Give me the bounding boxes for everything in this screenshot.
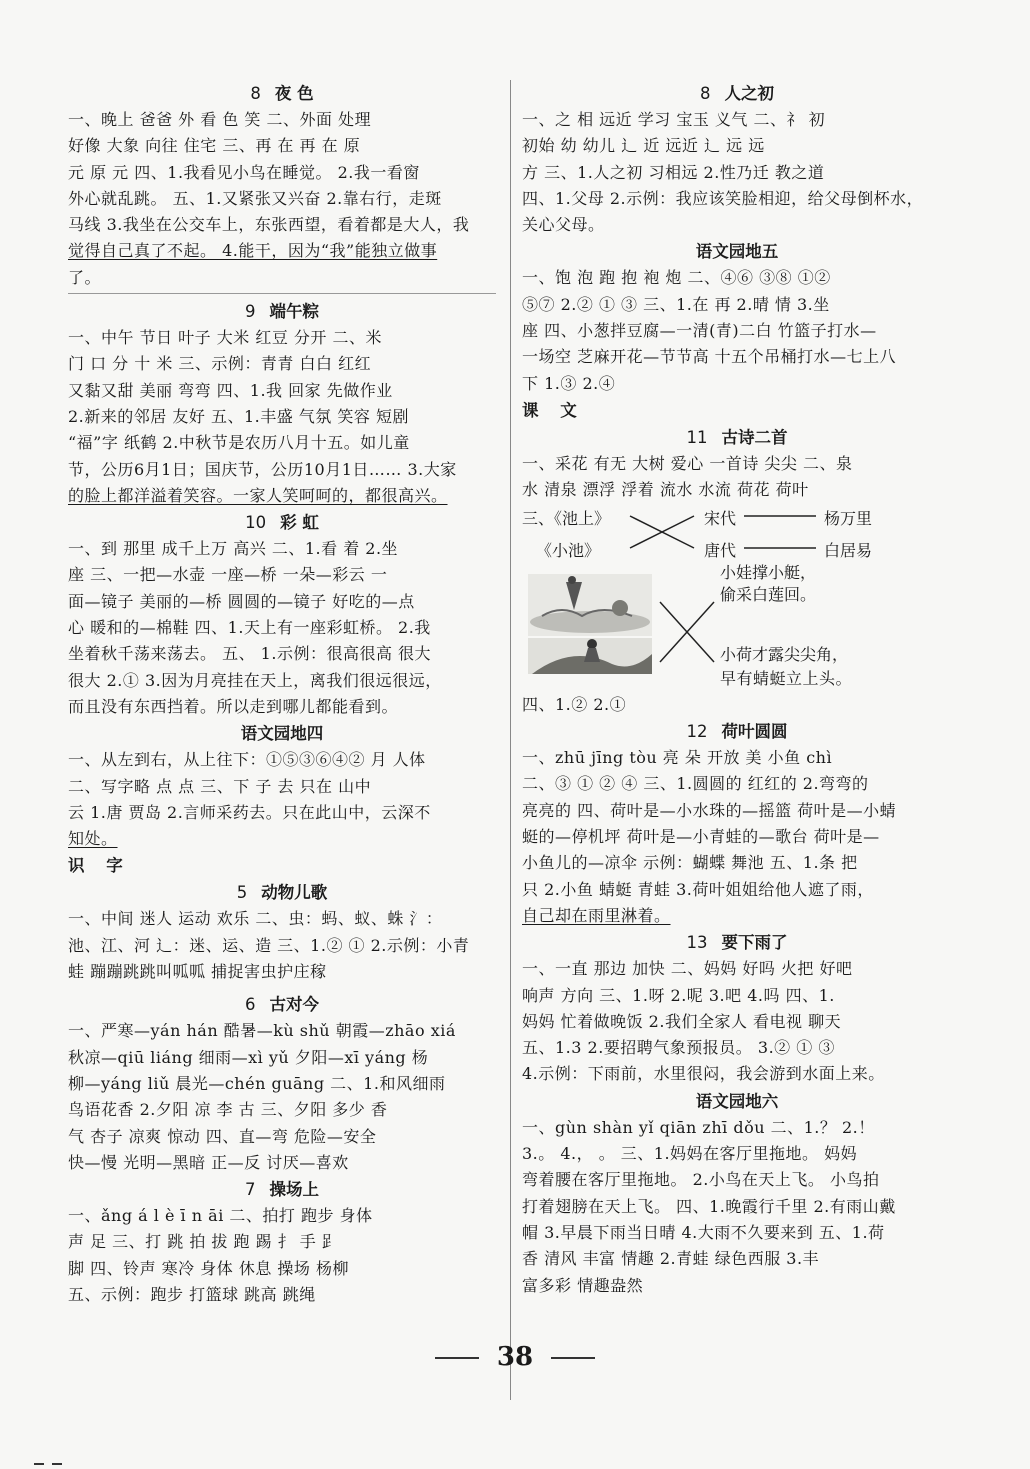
text-line: 面—镜子 美丽的—桥 圆圆的—镜子 好吃的—点 bbox=[68, 591, 415, 611]
poem-line: 偷采白莲回。 bbox=[720, 584, 817, 604]
text-line: 很大 2.① 3.因为月亮挂在天上，离我们很远很远， bbox=[68, 670, 442, 690]
text-line: 一、一直 那边 加快 二、妈妈 好吗 火把 好吧 bbox=[522, 959, 853, 979]
text-line: 一、中间 迷人 运动 欢乐 二、虫：蚂、蚁、蛛 氵： bbox=[68, 909, 443, 929]
text-line: 弯着腰在客厅里拖地。 2.小鸟在天上飞。 小鸟拍 bbox=[522, 1170, 880, 1190]
lesson-title: 10 彩 虹 bbox=[245, 513, 319, 533]
match-right-2: 白居易 bbox=[824, 540, 873, 560]
text-line: 妈妈 忙着做晚饭 2.我们全家人 看电视 聊天 bbox=[522, 1011, 842, 1031]
text-line: 打着翅膀在天上飞。 四、1.晚霞行千里 2.有雨山戴 bbox=[522, 1196, 896, 1216]
text-line: 柳—yáng liǔ 晨光—chén guāng 二、1.和风细雨 bbox=[68, 1073, 446, 1093]
poem-matching-exercise bbox=[522, 504, 952, 674]
lesson-title: 5 动物儿歌 bbox=[236, 883, 328, 903]
text-line: 一、饱 泡 跑 抱 袍 炮 二、④⑥ ③⑧ ①② bbox=[522, 268, 831, 288]
text-line: 水 清泉 漂浮 浮着 流水 水流 荷花 荷叶 bbox=[522, 480, 809, 500]
section-rule bbox=[68, 293, 496, 294]
text-line: 鸟语花香 2.夕阳 凉 李 古 三、夕阳 多少 香 bbox=[68, 1100, 388, 1120]
text-line: 下 1.③ 2.④ bbox=[522, 373, 616, 393]
text-line: 只 2.小鱼 蜻蜓 青蛙 3.荷叶姐姐给他人遮了雨， bbox=[522, 879, 874, 899]
text-line: 马线 3.我坐在公交车上，东张西望，看着都是大人，我 bbox=[68, 215, 470, 235]
column-divider bbox=[510, 80, 511, 1400]
lesson-title: 12 荷叶圆圆 bbox=[686, 722, 788, 742]
text-line: 一、采花 有无 大树 爱心 一首诗 尖尖 二、泉 bbox=[522, 453, 853, 473]
poem-line: 小荷才露尖尖角， bbox=[720, 644, 849, 664]
text-line: 二、③ ① ② ④ 三、1.圆圆的 红红的 2.弯弯的 bbox=[522, 774, 869, 794]
unit-title: 语文园地四 bbox=[240, 724, 324, 744]
text-line: 气 杏子 凉爽 惊动 四、直—弯 危险—安全 bbox=[68, 1126, 377, 1146]
text-line: 蜓的—停机坪 荷叶是—小青蛙的—歌台 荷叶是— bbox=[522, 827, 880, 847]
text-line: 一、gùn shàn yǐ qiān zhī dǒu 二、1.？ 2.！ bbox=[522, 1117, 875, 1137]
left-column bbox=[68, 80, 496, 1308]
text-line: 二、写字略 点 点 三、下 子 去 只在 山中 bbox=[68, 776, 372, 796]
match-left-2: 《小池》 bbox=[536, 540, 601, 560]
text-line: 一、zhū jīng tòu 亮 朵 开放 美 小鱼 chì bbox=[522, 748, 833, 768]
lesson-title: 6 古对今 bbox=[245, 995, 319, 1015]
corner-mark bbox=[34, 1450, 74, 1453]
lesson-title: 13 要下雨了 bbox=[686, 933, 788, 953]
text-line: 池、江、河 辶：迷、运、造 三、1.② ① 2.示例：小青 bbox=[68, 935, 470, 955]
text-line: 门 口 分 十 米 三、示例：青青 白白 红红 bbox=[68, 354, 372, 374]
section-heading: 课 文 bbox=[522, 400, 585, 420]
text-line: 知处。 bbox=[68, 829, 118, 849]
text-line: 富多彩 情趣盎然 bbox=[522, 1275, 644, 1295]
text-line: 2.新来的邻居 友好 五、1.丰盛 气氛 笑容 短剧 bbox=[68, 406, 409, 426]
text-line: 五、示例：跑步 打篮球 跳高 跳绳 bbox=[68, 1284, 316, 1304]
text-line: 了。 bbox=[68, 267, 102, 287]
footer-dash bbox=[551, 1357, 595, 1359]
poem-line: 小娃撑小艇， bbox=[720, 562, 817, 582]
text-line: 外心就乱跳。 五、1.又紧张又兴奋 2.靠右行，走斑 bbox=[68, 188, 442, 208]
page-number: 38 bbox=[0, 1342, 1030, 1372]
match-mid-2: 唐代 bbox=[704, 540, 737, 560]
text-line: 的脸上都洋溢着笑容。一家人笑呵呵的，都很高兴。 bbox=[68, 485, 448, 505]
poem-picture-1 bbox=[528, 574, 652, 636]
text-line: 快—慢 光明—黑暗 正—反 讨厌—喜欢 bbox=[68, 1152, 349, 1172]
lesson-title: 7 操场上 bbox=[245, 1180, 319, 1200]
text-line: 蛙 蹦蹦跳跳叫呱呱 捕捉害虫护庄稼 bbox=[68, 962, 327, 982]
text-line: 关心父母。 bbox=[522, 215, 605, 235]
text-line: 觉得自己真了不起。 4.能干，因为“我”能独立做事 bbox=[68, 241, 438, 261]
match-right-1: 杨万里 bbox=[824, 508, 873, 528]
text-line: 一、中午 节日 叶子 大米 红豆 分开 二、米 bbox=[68, 328, 383, 348]
text-line: 一、到 那里 成千上万 高兴 二、1.看 着 2.坐 bbox=[68, 539, 399, 559]
text-line: 四、1.② 2.① bbox=[522, 694, 627, 714]
text-line: 初始 幼 幼儿 辶 近 远近 辶 远 远 bbox=[522, 136, 765, 156]
text-line: 一、晚上 爸爸 外 看 色 笑 二、外面 处理 bbox=[68, 110, 372, 129]
footer-dash bbox=[435, 1357, 479, 1359]
lesson-title: 9 端午粽 bbox=[245, 302, 319, 322]
text-line: 五、1.3 2.要招聘气象预报员。 3.② ① ③ bbox=[522, 1038, 835, 1058]
unit-title: 语文园地五 bbox=[695, 242, 779, 262]
right-column bbox=[522, 80, 952, 1299]
text-line: 元 原 元 四、1.我看见小鸟在睡觉。 2.我一看窗 bbox=[68, 162, 420, 182]
text-line: 而且没有东西挡着。所以走到哪儿都能看到。 bbox=[68, 696, 399, 716]
text-line: 心 暖和的—棉鞋 四、1.天上有一座彩虹桥。 2.我 bbox=[68, 618, 431, 638]
text-line: 又黏又甜 美丽 弯弯 四、1.我 回家 先做作业 bbox=[68, 380, 393, 400]
lesson-title: 8 夜 色 bbox=[250, 84, 314, 103]
lesson-title: 8 人之初 bbox=[700, 84, 774, 103]
poem-line: 早有蜻蜓立上头。 bbox=[720, 668, 853, 688]
text-line: 小鱼儿的—凉伞 示例：蝴蝶 舞池 五、1.条 把 bbox=[522, 853, 858, 873]
poem-picture-2 bbox=[528, 638, 652, 674]
text-line: 自己却在雨里淋着。 bbox=[522, 905, 671, 925]
text-line: 秋凉—qiū liáng 细雨—xì yǔ 夕阳—xī yáng 杨 bbox=[68, 1047, 429, 1067]
text-line: 脚 四、铃声 寒冷 身体 休息 操场 杨柳 bbox=[68, 1258, 350, 1278]
text-line: 帽 3.早晨下雨当日晴 4.大雨不久要来到 五、1.荷 bbox=[522, 1222, 885, 1242]
text-line: 响声 方向 三、1.呀 2.呢 3.吧 4.吗 四、1. bbox=[522, 985, 835, 1005]
lesson-title: 11 古诗二首 bbox=[686, 427, 788, 447]
text-line: 声 足 三、打 跳 拍 拔 跑 踢 扌 手 𧾷 bbox=[68, 1232, 339, 1252]
text-line: 云 1.唐 贾岛 2.言师采药去。只在此山中，云深不 bbox=[68, 802, 431, 822]
text-line: 一、ǎng á l è ī n āi 二、拍打 跑步 身体 bbox=[68, 1206, 373, 1226]
text-line: 座 三、一把—水壶 一座—桥 一朵—彩云 一 bbox=[68, 565, 388, 585]
text-line: 一场空 芝麻开花—节节高 十五个吊桶打水—七上八 bbox=[522, 347, 897, 367]
unit-title: 语文园地六 bbox=[695, 1091, 779, 1111]
text-line: 一、严寒—yán hán 酷暑—kù shǔ 朝霞—zhāo xiá bbox=[68, 1021, 456, 1041]
text-line: 一、之 相 远近 学习 宝玉 义气 二、礻 初 bbox=[522, 110, 826, 129]
text-line: 坐着秋千荡来荡去。 五、 1.示例：很高很高 很大 bbox=[68, 644, 432, 664]
text-line: ⑤⑦ 2.② ① ③ 三、1.在 再 2.晴 情 3.坐 bbox=[522, 294, 830, 314]
text-line: “福”字 纸鹤 2.中秋节是农历八月十五。如儿童 bbox=[68, 433, 410, 453]
text-line: 四、1.父母 2.示例：我应该笑脸相迎，给父母倒杯水， bbox=[522, 188, 924, 208]
text-line: 节，公历6月1日；国庆节，公历10月1日…… 3.大家 bbox=[68, 459, 457, 479]
text-line: 香 清风 丰富 情趣 2.青蛙 绿色西服 3.丰 bbox=[522, 1249, 820, 1269]
text-line: 一、从左到右，从上往下：①⑤③⑥④② 月 人体 bbox=[68, 750, 426, 770]
text-line: 好像 大象 向往 住宅 三、再 在 再 在 原 bbox=[68, 136, 361, 156]
text-line: 3.。 4.， 。 三、1.妈妈在客厅里拖地。 妈妈 bbox=[522, 1144, 858, 1164]
section-heading: 识 字 bbox=[68, 856, 131, 876]
text-line: 4.示例：下雨前，水里很闷，我会游到水面上来。 bbox=[522, 1064, 885, 1084]
text-line: 亮亮的 四、荷叶是—小水珠的—摇篮 荷叶是—小蜻 bbox=[522, 800, 897, 820]
text-line: 座 四、小葱拌豆腐—一清(青)二白 竹篮子打水— bbox=[522, 321, 877, 341]
match-left-1: 三、《池上》 bbox=[522, 508, 611, 528]
match-mid-1: 宋代 bbox=[704, 508, 737, 528]
text-line: 方 三、1.人之初 习相远 2.性乃迁 教之道 bbox=[522, 162, 825, 182]
